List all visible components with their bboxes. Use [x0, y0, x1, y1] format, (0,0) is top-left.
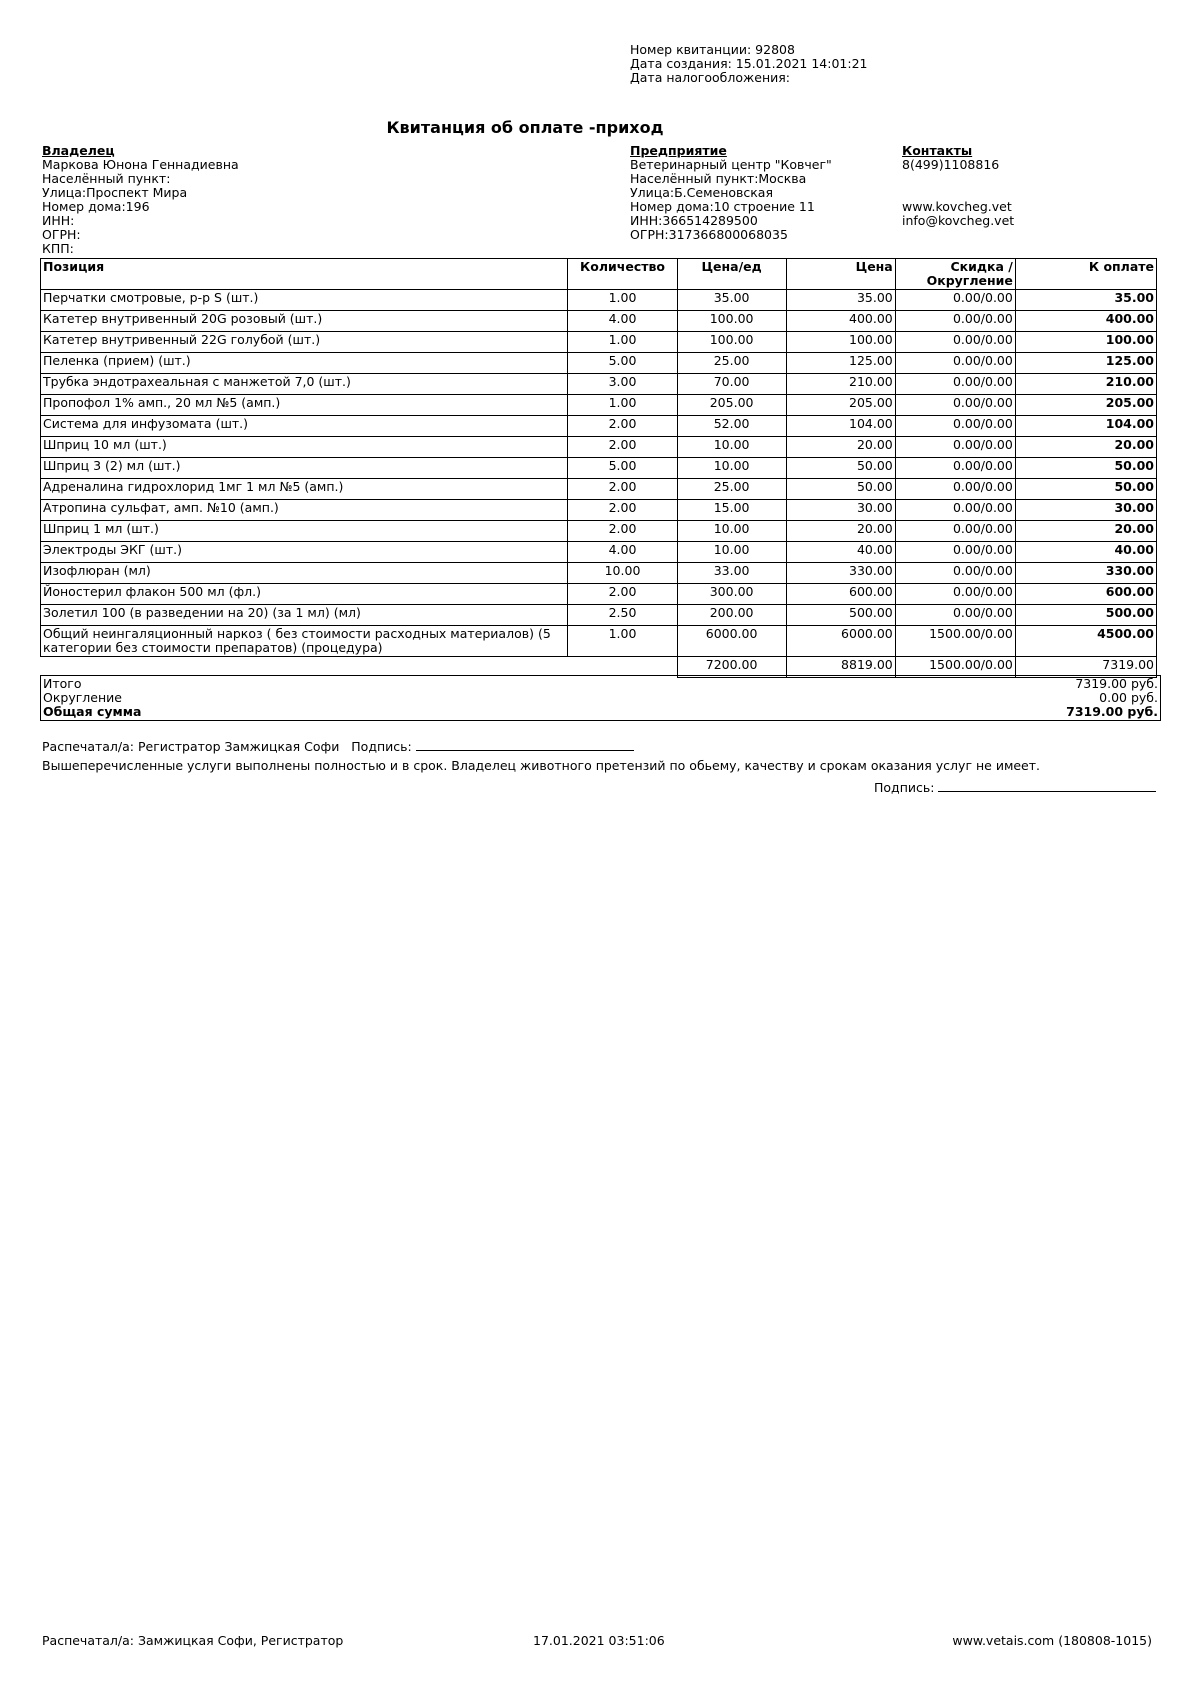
cell-price: 125.00	[786, 353, 895, 374]
col-to-pay: К оплате	[1015, 259, 1156, 290]
cell-qty: 4.00	[568, 311, 677, 332]
signature-label-2: Подпись:	[874, 780, 935, 795]
cell-unit-price: 33.00	[677, 563, 786, 584]
cell-discount: 0.00/0.00	[895, 290, 1015, 311]
cell-qty: 5.00	[568, 458, 677, 479]
cell-unit-price: 35.00	[677, 290, 786, 311]
cell-discount: 0.00/0.00	[895, 584, 1015, 605]
cell-unit-price: 10.00	[677, 542, 786, 563]
cell-unit-price: 70.00	[677, 374, 786, 395]
cell-discount: 0.00/0.00	[895, 395, 1015, 416]
sum-discount: 1500.00/0.00	[895, 657, 1015, 678]
cell-price: 500.00	[786, 605, 895, 626]
cell-to-pay: 330.00	[1015, 563, 1156, 584]
table-row	[41, 395, 1157, 416]
owner-signature	[874, 779, 1156, 795]
cell-price: 50.00	[786, 458, 895, 479]
cell-to-pay: 600.00	[1015, 584, 1156, 605]
cell-discount: 0.00/0.00	[895, 353, 1015, 374]
table-row	[41, 563, 1157, 584]
cell-qty: 2.00	[568, 437, 677, 458]
firm-line: Номер дома:10 строение 11	[630, 199, 815, 214]
table-row	[41, 500, 1157, 521]
cell-unit-price: 200.00	[677, 605, 786, 626]
cell-to-pay: 20.00	[1015, 521, 1156, 542]
printed-by-line	[42, 738, 634, 754]
cell-qty: 1.00	[568, 626, 677, 657]
cell-name: Система для инфузомата (шт.)	[41, 416, 568, 437]
cell-price: 50.00	[786, 479, 895, 500]
table-row	[41, 332, 1157, 353]
cell-discount: 0.00/0.00	[895, 437, 1015, 458]
table-row	[41, 479, 1157, 500]
cell-name: Шприц 10 мл (шт.)	[41, 437, 568, 458]
cell-to-pay: 205.00	[1015, 395, 1156, 416]
rounding-value: 0.00 руб.	[1099, 690, 1158, 705]
totals-box	[40, 675, 1161, 721]
owner-line: Номер дома:196	[42, 199, 150, 214]
receipt-number: Номер квитанции: 92808	[630, 42, 795, 57]
cell-to-pay: 104.00	[1015, 416, 1156, 437]
cell-price: 30.00	[786, 500, 895, 521]
footer-printed-by: Распечатал/а: Замжицкая Софи, Регистратор	[42, 1633, 344, 1648]
cell-to-pay: 50.00	[1015, 458, 1156, 479]
owner-line: Населённый пункт:	[42, 171, 171, 186]
contact-line	[902, 186, 1014, 200]
grand-total-row	[43, 705, 1158, 719]
table-row	[41, 626, 1157, 657]
signature-line	[416, 738, 634, 751]
cell-qty: 2.00	[568, 416, 677, 437]
table-header-row	[41, 259, 1157, 290]
cell-to-pay: 400.00	[1015, 311, 1156, 332]
cell-qty: 2.50	[568, 605, 677, 626]
cell-price: 600.00	[786, 584, 895, 605]
owner-header: Владелец	[42, 143, 115, 158]
contact-phone: 8(499)1108816	[902, 157, 1000, 172]
cell-unit-price: 52.00	[677, 416, 786, 437]
firm-line: Ветеринарный центр "Ковчег"	[630, 157, 832, 172]
table-row	[41, 353, 1157, 374]
cell-price: 35.00	[786, 290, 895, 311]
cell-price: 210.00	[786, 374, 895, 395]
items-table	[40, 258, 1157, 678]
cell-price: 20.00	[786, 437, 895, 458]
cell-qty: 10.00	[568, 563, 677, 584]
contact-line	[902, 172, 1014, 186]
table-row	[41, 290, 1157, 311]
cell-name: Адреналина гидрохлорид 1мг 1 мл №5 (амп.)	[41, 479, 568, 500]
cell-to-pay: 4500.00	[1015, 626, 1156, 657]
owner-line: ОГРН:	[42, 227, 81, 242]
cell-discount: 0.00/0.00	[895, 605, 1015, 626]
cell-price: 6000.00	[786, 626, 895, 657]
col-price: Цена	[786, 259, 895, 290]
cell-price: 100.00	[786, 332, 895, 353]
cell-discount: 0.00/0.00	[895, 563, 1015, 584]
cell-discount: 0.00/0.00	[895, 500, 1015, 521]
cell-qty: 4.00	[568, 542, 677, 563]
cell-discount: 1500.00/0.00	[895, 626, 1015, 657]
total-label: Итого	[43, 676, 82, 691]
cell-name: Шприц 3 (2) мл (шт.)	[41, 458, 568, 479]
cell-qty: 5.00	[568, 353, 677, 374]
table-row	[41, 311, 1157, 332]
cell-qty: 2.00	[568, 500, 677, 521]
owner-block	[42, 144, 239, 256]
sum-to-pay: 7319.00	[1015, 657, 1156, 678]
cell-qty: 1.00	[568, 395, 677, 416]
contact-website: www.kovcheg.vet	[902, 199, 1012, 214]
col-discount	[895, 259, 1015, 290]
table-row	[41, 437, 1157, 458]
cell-discount: 0.00/0.00	[895, 479, 1015, 500]
sum-unit-price: 7200.00	[677, 657, 786, 678]
cell-name: Пропофол 1% амп., 20 мл №5 (амп.)	[41, 395, 568, 416]
cell-name: Золетил 100 (в разведении на 20) (за 1 мл) (мл)	[41, 605, 568, 626]
col-qty: Количество	[568, 259, 677, 290]
firm-block	[630, 144, 832, 242]
page-title: Квитанция об оплате -приход	[386, 118, 664, 137]
cell-unit-price: 10.00	[677, 521, 786, 542]
footer-source: www.vetais.com (180808-1015)	[952, 1633, 1152, 1648]
cell-qty: 1.00	[568, 332, 677, 353]
table-row	[41, 605, 1157, 626]
cell-price: 330.00	[786, 563, 895, 584]
col-discount-line2: Округление	[926, 273, 1013, 288]
cell-unit-price: 100.00	[677, 332, 786, 353]
created-date: Дата создания: 15.01.2021 14:01:21	[630, 56, 868, 71]
table-row	[41, 416, 1157, 437]
cell-name: Общий неингаляционный наркоз ( без стоимости расходных материалов) (5 категории без стоимости препаратов) (процедура)	[41, 626, 568, 657]
cell-to-pay: 20.00	[1015, 437, 1156, 458]
cell-price: 104.00	[786, 416, 895, 437]
firm-line: ИНН:366514289500	[630, 213, 758, 228]
cell-to-pay: 100.00	[1015, 332, 1156, 353]
cell-to-pay: 40.00	[1015, 542, 1156, 563]
total-value: 7319.00 руб.	[1075, 676, 1158, 691]
cell-unit-price: 100.00	[677, 311, 786, 332]
signature-label: Подпись:	[351, 739, 412, 754]
rounding-label: Округление	[43, 690, 122, 705]
table-row	[41, 521, 1157, 542]
cell-price: 400.00	[786, 311, 895, 332]
cell-name: Атропина сульфат, амп. №10 (амп.)	[41, 500, 568, 521]
firm-line: Улица:Б.Семеновская	[630, 185, 773, 200]
cell-name: Шприц 1 мл (шт.)	[41, 521, 568, 542]
cell-name: Электроды ЭКГ (шт.)	[41, 542, 568, 563]
col-discount-line1: Скидка /	[950, 259, 1013, 274]
table-row	[41, 374, 1157, 395]
col-unit-price: Цена/ед	[677, 259, 786, 290]
cell-to-pay: 35.00	[1015, 290, 1156, 311]
cell-unit-price: 25.00	[677, 353, 786, 374]
cell-price: 20.00	[786, 521, 895, 542]
cell-discount: 0.00/0.00	[895, 416, 1015, 437]
rounding-row	[43, 691, 1158, 705]
cell-price: 40.00	[786, 542, 895, 563]
cell-price: 205.00	[786, 395, 895, 416]
cell-name: Катетер внутривенный 20G розовый (шт.)	[41, 311, 568, 332]
signature-line-2	[938, 779, 1156, 792]
owner-line: Улица:Проспект Мира	[42, 185, 188, 200]
table-row	[41, 542, 1157, 563]
owner-line: ИНН:	[42, 213, 75, 228]
cell-discount: 0.00/0.00	[895, 311, 1015, 332]
cell-unit-price: 25.00	[677, 479, 786, 500]
service-notice: Вышеперечисленные услуги выполнены полностью и в срок. Владелец животного претензий по обьему, качеству и срокам оказания услуг не имеет.	[42, 758, 1041, 773]
cell-unit-price: 300.00	[677, 584, 786, 605]
sum-price: 8819.00	[786, 657, 895, 678]
table-row	[41, 458, 1157, 479]
cell-unit-price: 15.00	[677, 500, 786, 521]
firm-line: ОГРН:317366800068035	[630, 227, 788, 242]
cell-discount: 0.00/0.00	[895, 332, 1015, 353]
cell-qty: 2.00	[568, 479, 677, 500]
contacts-block	[902, 144, 1014, 228]
cell-name: Трубка эндотрахеальная с манжетой 7,0 (шт.)	[41, 374, 568, 395]
cell-unit-price: 10.00	[677, 458, 786, 479]
owner-line: Маркова Юнона Геннадиевна	[42, 157, 239, 172]
cell-to-pay: 125.00	[1015, 353, 1156, 374]
contact-email: info@kovcheg.vet	[902, 213, 1015, 228]
table-body	[41, 290, 1157, 678]
cell-unit-price: 10.00	[677, 437, 786, 458]
cell-discount: 0.00/0.00	[895, 542, 1015, 563]
cell-to-pay: 500.00	[1015, 605, 1156, 626]
cell-discount: 0.00/0.00	[895, 521, 1015, 542]
grand-total-value: 7319.00 руб.	[1066, 704, 1158, 719]
cell-qty: 2.00	[568, 584, 677, 605]
cell-unit-price: 205.00	[677, 395, 786, 416]
firm-line: Населённый пункт:Москва	[630, 171, 807, 186]
cell-to-pay: 30.00	[1015, 500, 1156, 521]
owner-line: КПП:	[42, 241, 74, 256]
cell-qty: 1.00	[568, 290, 677, 311]
cell-unit-price: 6000.00	[677, 626, 786, 657]
cell-qty: 2.00	[568, 521, 677, 542]
receipt-meta	[630, 43, 868, 85]
cell-to-pay: 210.00	[1015, 374, 1156, 395]
footer-timestamp: 17.01.2021 03:51:06	[533, 1633, 665, 1648]
cell-qty: 3.00	[568, 374, 677, 395]
tax-date: Дата налогообложения:	[630, 70, 790, 85]
contacts-header: Контакты	[902, 143, 973, 158]
cell-to-pay: 50.00	[1015, 479, 1156, 500]
grand-total-label: Общая сумма	[43, 704, 142, 719]
cell-name: Пеленка (прием) (шт.)	[41, 353, 568, 374]
cell-name: Йоностерил флакон 500 мл (фл.)	[41, 584, 568, 605]
cell-name: Перчатки смотровые, р-р S (шт.)	[41, 290, 568, 311]
cell-name: Изофлюран (мл)	[41, 563, 568, 584]
firm-header: Предприятие	[630, 143, 727, 158]
col-position: Позиция	[41, 259, 568, 290]
cell-discount: 0.00/0.00	[895, 458, 1015, 479]
printed-by: Распечатал/а: Регистратор Замжицкая Софи	[42, 739, 340, 754]
table-row	[41, 584, 1157, 605]
total-row	[43, 677, 1158, 691]
cell-discount: 0.00/0.00	[895, 374, 1015, 395]
cell-name: Катетер внутривенный 22G голубой (шт.)	[41, 332, 568, 353]
